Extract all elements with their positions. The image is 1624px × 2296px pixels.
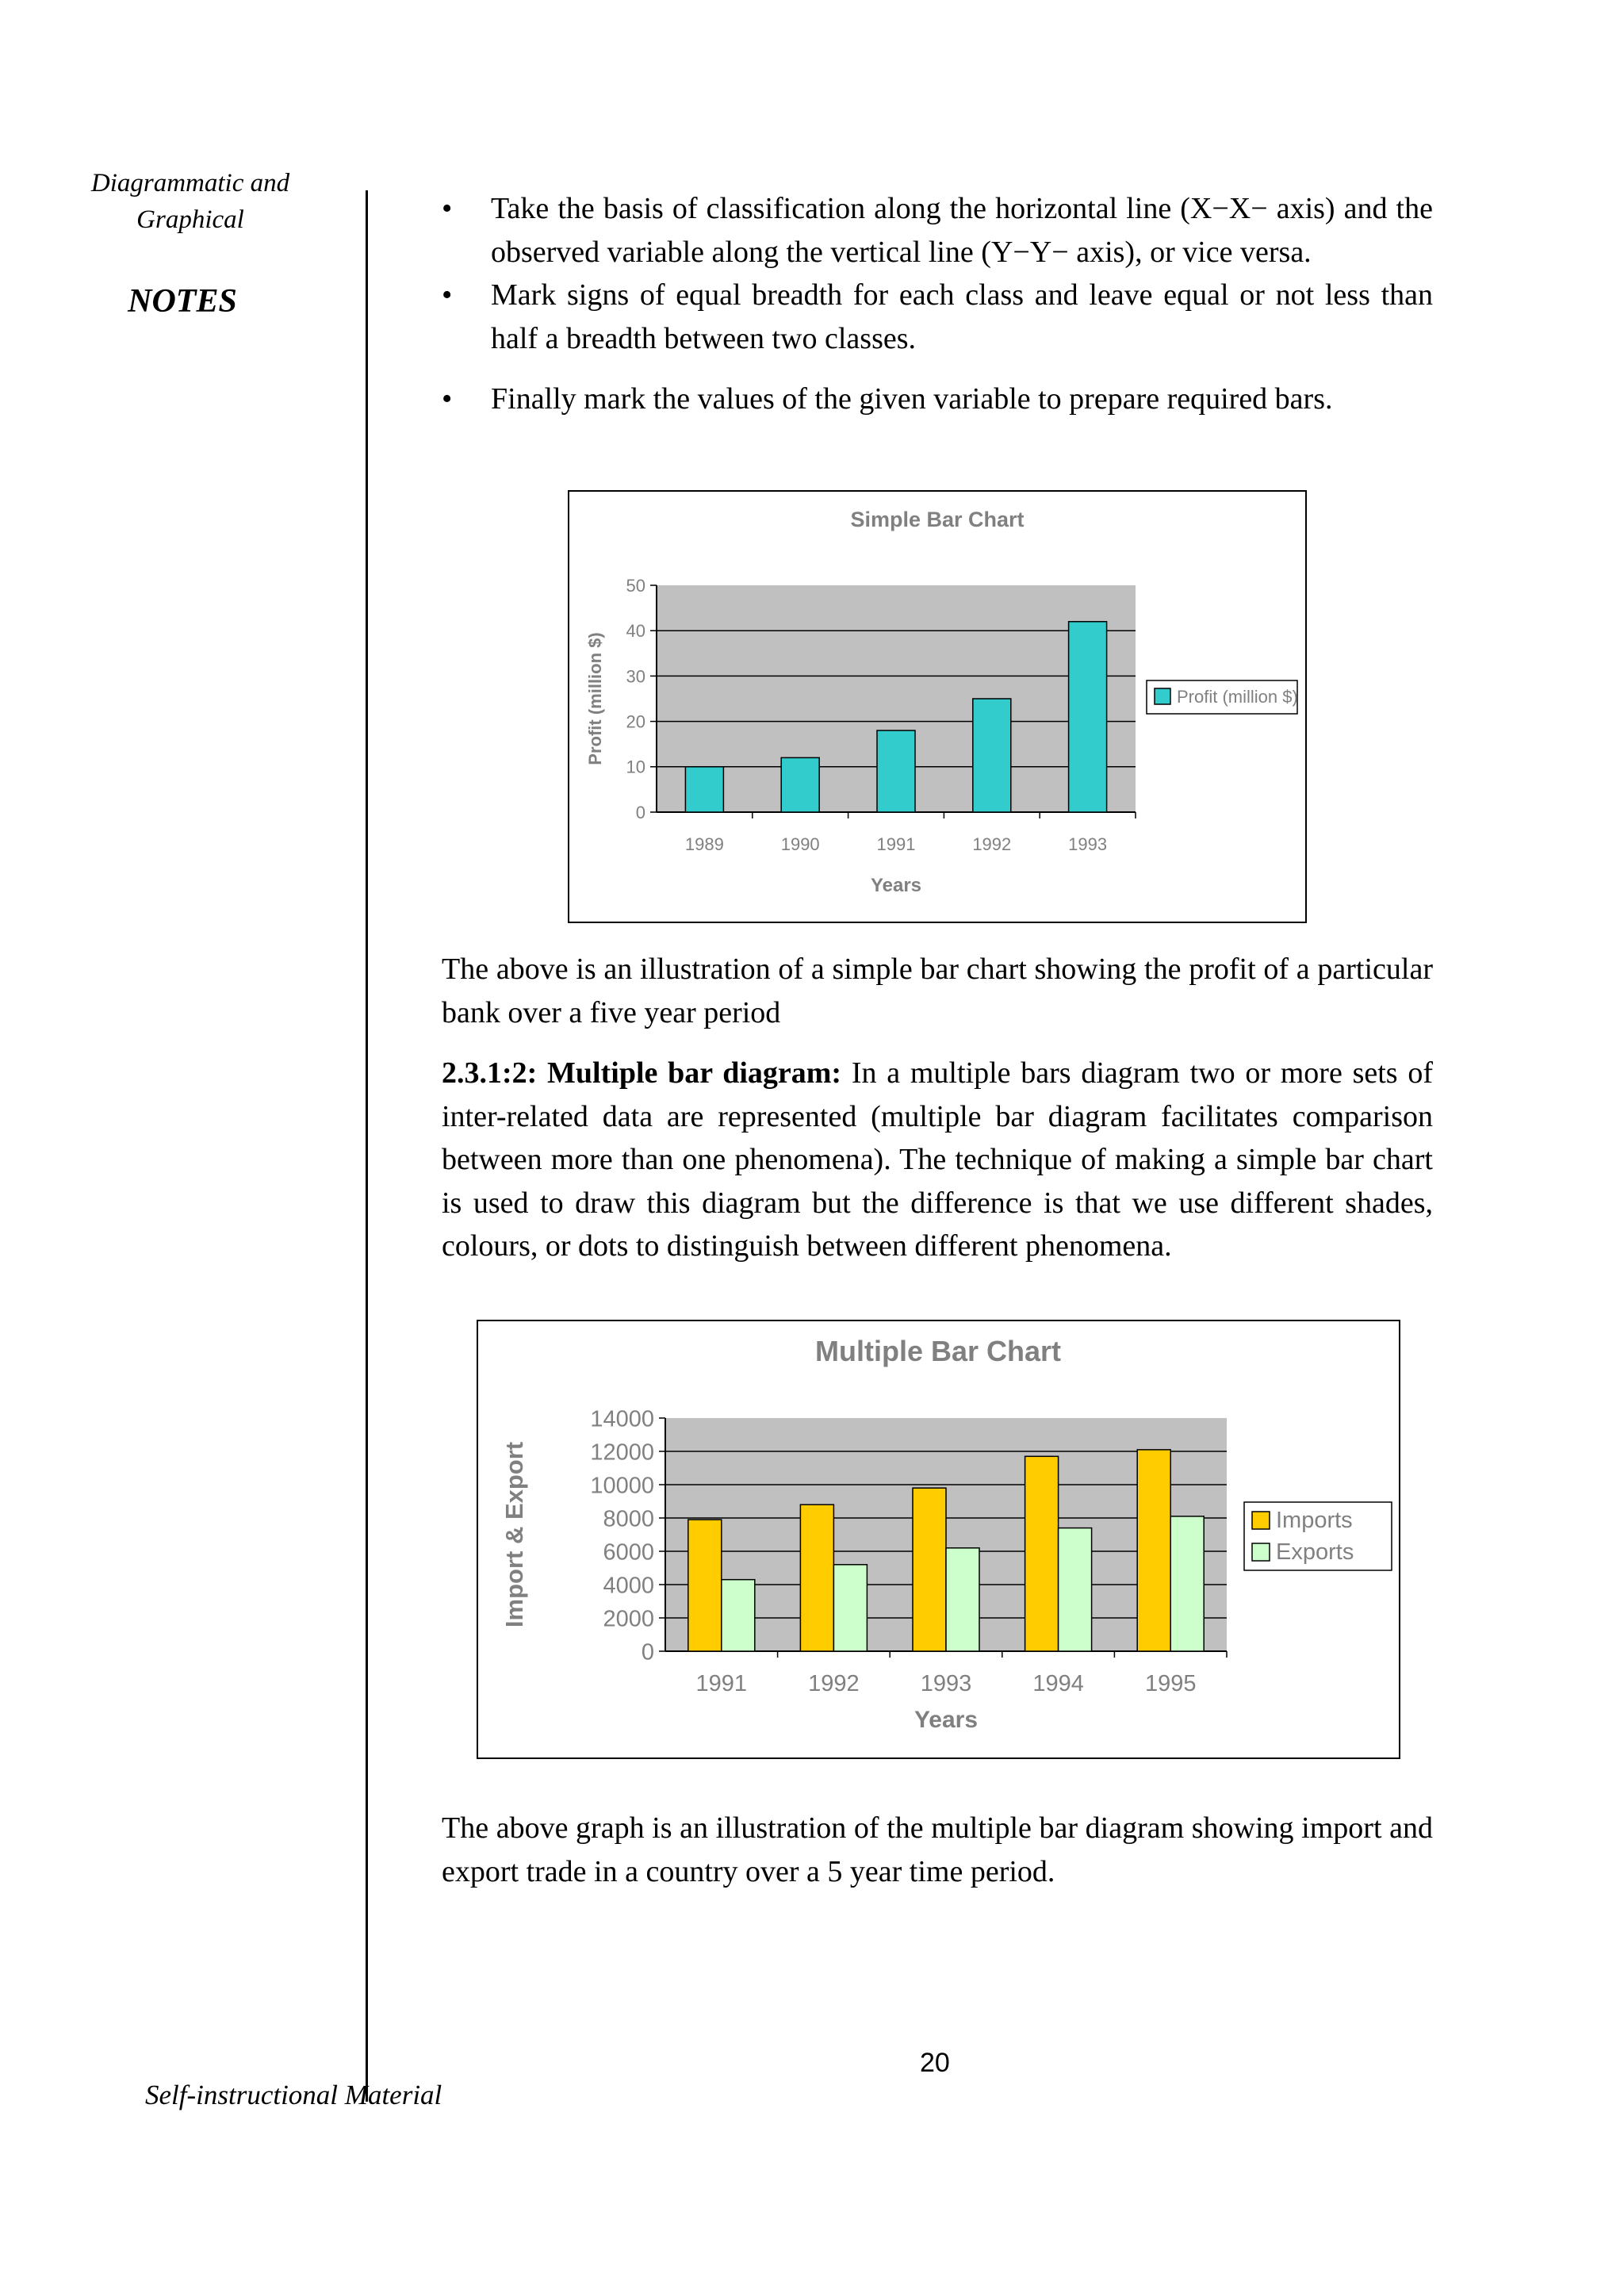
y-tick-label: 30 [626, 666, 645, 687]
bar [685, 767, 723, 812]
bar [833, 1565, 867, 1651]
x-tick-label: 1991 [695, 1671, 748, 1696]
x-tick-label: 1992 [808, 1671, 860, 1696]
bar [781, 757, 819, 812]
bullet-text: Mark signs of equal breadth for each class and leave equal or not less than half a breadth between two classes. [491, 278, 1433, 355]
legend-label: Imports [1276, 1508, 1353, 1533]
bullet-icon: • [442, 192, 453, 225]
x-axis-label: Years [870, 875, 922, 896]
bar [877, 730, 915, 812]
bar [688, 1520, 722, 1651]
multiple-bar-chart [477, 1320, 1400, 1759]
y-tick-label: 4000 [603, 1573, 654, 1599]
bullet-item [442, 378, 1433, 421]
legend-label: Profit (million $) [1177, 687, 1298, 707]
y-tick-label: 10000 [590, 1473, 654, 1499]
section-text: In a multiple bars diagram two or more sets of inter-related data are represented (multiple bar diagram facilitates comparison between more than one phenomena). The technique of making a simple bar chart is used to draw this diagram but the difference is that we use different shades, colours, or dots to distinguish between different phenomena. [442, 1056, 1433, 1263]
y-tick-label: 2000 [603, 1606, 654, 1632]
bar [946, 1548, 979, 1651]
y-tick-label: 40 [626, 621, 645, 642]
sidebar-header [71, 165, 309, 238]
chart-title: Multiple Bar Chart [814, 1335, 1062, 1367]
simple-bar-chart [568, 490, 1307, 923]
y-tick-label: 6000 [603, 1539, 654, 1566]
bullet-icon: • [442, 278, 453, 312]
bar [1069, 622, 1107, 812]
chart2-caption-text: The above graph is an illustration of the multiple bar diagram showing import and export trade in a country over a 5 year time period. [442, 1811, 1433, 1888]
multiple-bar-chart-svg [478, 1321, 1399, 1757]
chart1-caption [442, 948, 1433, 1034]
legend-label: Exports [1276, 1539, 1354, 1565]
bullet-list [442, 187, 1433, 421]
y-tick-label: 10 [626, 757, 645, 777]
bar [1025, 1456, 1059, 1651]
x-axis-label: Years [914, 1707, 979, 1733]
bar [1059, 1528, 1092, 1651]
y-tick-label: 50 [626, 575, 645, 596]
notes-label: NOTES [128, 283, 237, 320]
x-tick-label: 1992 [972, 834, 1012, 854]
y-axis-label: Import & Export [500, 1441, 528, 1628]
bar [800, 1504, 833, 1651]
bar [913, 1488, 946, 1651]
bullet-item [442, 274, 1433, 360]
legend-swatch [1155, 688, 1170, 704]
y-tick-label: 12000 [590, 1439, 654, 1466]
sidebar-header-line1: Diagrammatic and [90, 169, 290, 197]
bullet-icon: • [442, 382, 453, 416]
bullet-item [442, 187, 1433, 274]
margin-divider [366, 190, 368, 2102]
footer-label: Self-instructional Material [145, 2079, 442, 2110]
x-tick-label: 1995 [1144, 1671, 1197, 1696]
y-tick-label: 20 [626, 711, 645, 732]
y-tick-label: 8000 [603, 1506, 654, 1532]
legend-swatch [1252, 1512, 1270, 1529]
bullet-text: Finally mark the values of the given variable to prepare required bars. [491, 382, 1333, 416]
section-heading: 2.3.1:2: Multiple bar diagram: [442, 1056, 842, 1090]
bar [1137, 1450, 1170, 1651]
bullet-text: Take the basis of classification along the horizontal line (X−X− axis) and the observed variable along the vertical line (Y−Y− axis), or vice versa. [491, 192, 1433, 269]
y-tick-label: 0 [635, 802, 645, 822]
x-tick-label: 1991 [876, 834, 916, 854]
bar [973, 699, 1011, 812]
bar [722, 1580, 755, 1651]
x-tick-label: 1993 [1068, 834, 1108, 854]
legend-swatch [1252, 1543, 1270, 1561]
chart2-caption [442, 1807, 1433, 1893]
x-tick-label: 1994 [1032, 1671, 1084, 1696]
y-tick-label: 0 [641, 1639, 654, 1665]
y-axis-label: Profit (million $) [585, 632, 605, 765]
x-tick-label: 1989 [684, 834, 724, 854]
y-tick-label: 14000 [590, 1406, 654, 1432]
x-tick-label: 1993 [920, 1671, 972, 1696]
bar [1170, 1516, 1204, 1651]
sidebar-header-line2: Graphical [136, 205, 244, 234]
simple-bar-chart-svg [569, 492, 1305, 922]
chart-title: Simple Bar Chart [850, 508, 1025, 531]
chart1-caption-text: The above is an illustration of a simple bar chart showing the profit of a particular bank over a five year period [442, 953, 1433, 1029]
page-number: 20 [920, 2048, 950, 2078]
section-paragraph [442, 1052, 1433, 1268]
x-tick-label: 1990 [780, 834, 820, 854]
